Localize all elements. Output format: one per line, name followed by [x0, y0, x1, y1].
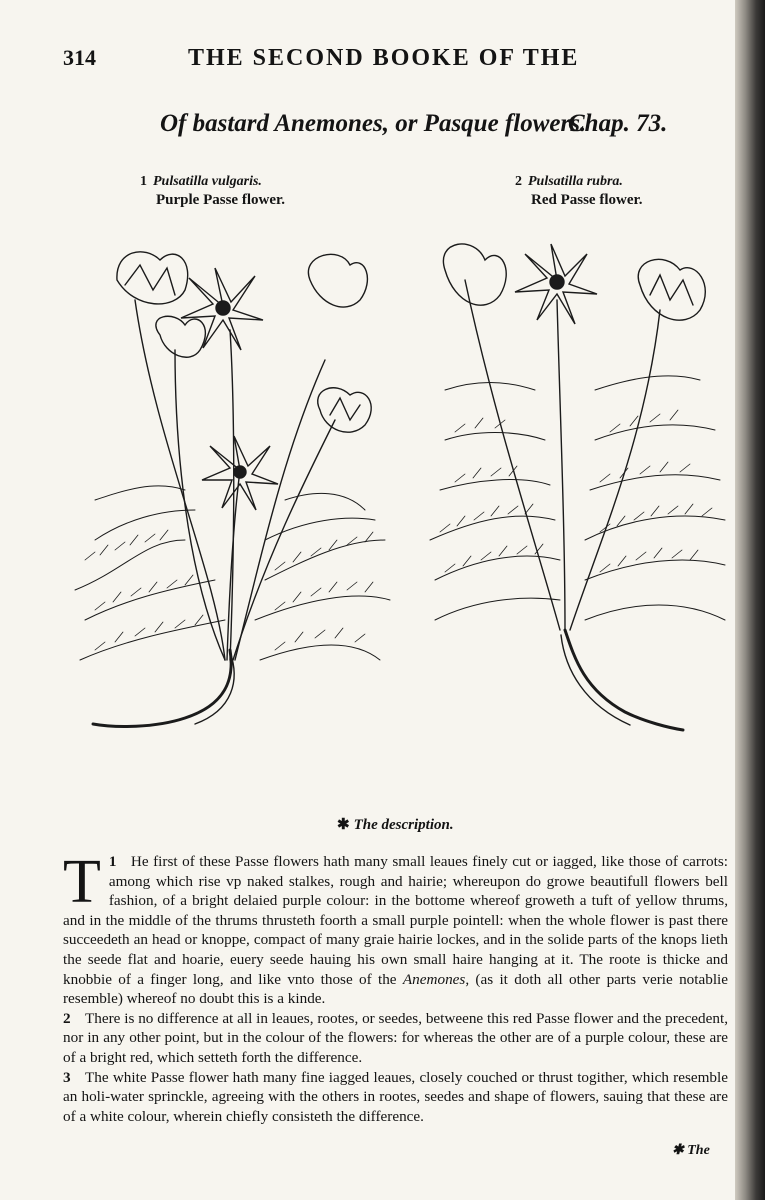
paragraph-number: 2 — [63, 1009, 71, 1027]
paragraph-2 — [63, 1009, 728, 1068]
paragraph-number: 3 — [63, 1068, 71, 1086]
chapter-title: Of bastard Anemones, or Pasque flowers. — [160, 110, 587, 137]
show-through-text — [230, 78, 233, 94]
paragraph-number: 1 — [108, 853, 117, 870]
paragraph-1 — [63, 848, 728, 1009]
paragraph-text: He first of these Passe flowers hath many small leaues finely cut or iagged, like those of carrots: among which rise vp naked stalkes, rough and hairie; whereupon do growe beautifull flowers bell fashion, of a bright delaied purple colour: in the bottome whereof groweth a tuft of yellow thrums, and in the middle of the thrums thrusteth foorth a small purple pointell: when the whole flower is past there succeedeth an head or knoppe, compact of many graie hairie lockes, and in the solide parts of the knops lieth the seede flat and hoarie, euery seede hauing his own small haire hanging at it. The roote is thicke and knobbie of a finger long, and like vnto those of the — [63, 853, 728, 988]
paragraph-text: There is no difference at all in leaues, rootes, or seedes, betweene this red Passe flower and the precedent, nor in any other point, but in the colour of the flowers: for whereas the other are of a purple colour, these are of a bright red, which setteth forth the difference. — [63, 1009, 728, 1066]
paragraph-text: The white Passe flower hath many fine iagged leaues, closely couched or thrust togither, which resemble an holi-water sprinckle, agreeing with the others in rootes, seedes and shape of flowers, sauing that these are of a white colour, wherein chiefly consisteth the difference. — [63, 1068, 728, 1125]
figure-number: 1 — [140, 174, 147, 189]
description-body — [63, 848, 728, 1126]
book-gutter-shadow — [735, 0, 765, 1200]
woodcut-red-passe-flower — [425, 240, 730, 740]
figure-number: 2 — [515, 174, 522, 189]
catchword: ✱ The — [672, 1143, 710, 1158]
section-title: The description. — [353, 817, 454, 833]
figure-latin-name: Pulsatilla rubra. — [528, 174, 623, 189]
section-heading — [337, 815, 454, 834]
figure-english-name: Purple Passe flower. — [156, 192, 286, 208]
paragraph-text-continued: , (as it doth all other parts verie notablie resemble) whereof no doubt this is a kinde. — [63, 970, 728, 1008]
woodcut-purple-passe-flower — [65, 240, 395, 740]
figure-english-name: Red Passe flower. — [531, 192, 643, 208]
asterism-mark: ✱ — [337, 817, 350, 833]
figure-latin-name: Pulsatilla vulgaris. — [153, 174, 262, 189]
chapter-number: Chap. 73. — [568, 110, 668, 137]
figure-caption-2 — [515, 174, 643, 209]
figure-caption-1 — [140, 174, 285, 209]
drop-capital: T — [63, 848, 101, 916]
page-number: 314 — [63, 45, 96, 70]
running-head: THE SECOND BOOKE OF THE — [188, 45, 580, 71]
paragraph-3 — [63, 1068, 728, 1127]
italic-term: Anemones — [402, 970, 466, 988]
